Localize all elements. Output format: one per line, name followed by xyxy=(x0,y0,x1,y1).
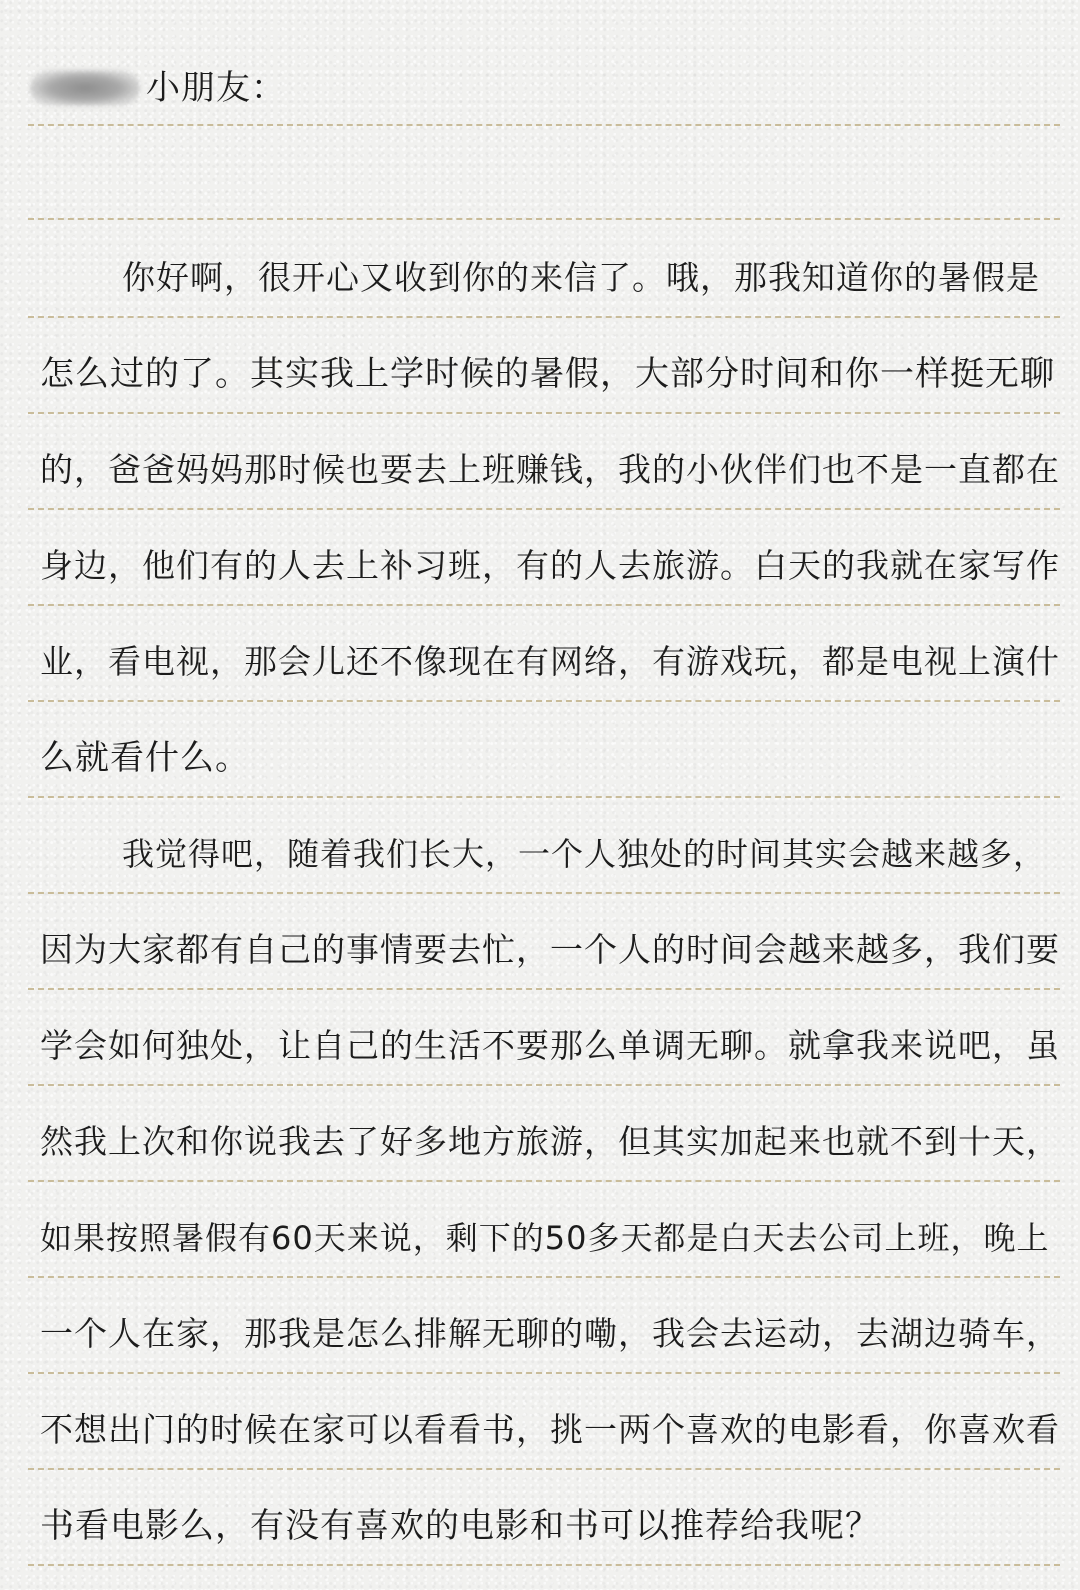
ruled-line xyxy=(28,412,1060,414)
ruled-line xyxy=(28,1468,1060,1470)
letter-line: 然我上次和你说我去了好多地方旅游，但其实加起来也就不到十天， xyxy=(40,1122,1060,1161)
salutation xyxy=(30,66,286,110)
letter-line: 么就看什么。 xyxy=(40,738,250,778)
letter-line: 身边，他们有的人去上补习班，有的人去旅游。白天的我就在家写作 xyxy=(40,546,1060,585)
letter-line: 学会如何独处，让自己的生活不要那么单调无聊。就拿我来说吧，虽 xyxy=(40,1026,1060,1065)
letter-line: 一个人在家，那我是怎么排解无聊的嘞，我会去运动，去湖边骑车， xyxy=(40,1314,1060,1353)
redacted-name xyxy=(30,70,140,106)
letter-line: 不想出门的时候在家可以看看书，挑一两个喜欢的电影看，你喜欢看 xyxy=(40,1410,1060,1449)
ruled-line xyxy=(28,988,1060,990)
letter-line: 你好啊，很开心又收到你的来信了。哦，那我知道你的暑假是 xyxy=(122,258,1040,297)
letter-line: 书看电影么，有没有喜欢的电影和书可以推荐给我呢？ xyxy=(40,1506,880,1546)
ruled-line xyxy=(28,218,1060,220)
ruled-line xyxy=(28,1180,1060,1182)
ruled-line xyxy=(28,796,1060,798)
ruled-line xyxy=(28,1276,1060,1278)
ruled-line xyxy=(28,508,1060,510)
letter-line: 怎么过的了。其实我上学时候的暑假，大部分时间和你一样挺无聊 xyxy=(40,354,1055,394)
ruled-line xyxy=(28,700,1060,702)
ruled-line xyxy=(28,892,1060,894)
ruled-line xyxy=(28,316,1060,318)
ruled-line xyxy=(28,1084,1060,1086)
ruled-line xyxy=(28,124,1060,126)
ruled-line xyxy=(28,1564,1060,1566)
letter-line: 因为大家都有自己的事情要去忙，一个人的时间会越来越多，我们要 xyxy=(40,930,1060,969)
letter-line: 的，爸爸妈妈那时候也要去上班赚钱，我的小伙伴们也不是一直都在 xyxy=(40,450,1060,489)
letter-line: 业，看电视，那会儿还不像现在有网络，有游戏玩，都是电视上演什 xyxy=(40,642,1060,681)
letter-line: 如果按照暑假有60天来说，剩下的50多天都是白天去公司上班，晚上 xyxy=(40,1219,1050,1257)
ruled-line xyxy=(28,1372,1060,1374)
salutation-text: 小朋友： xyxy=(146,68,286,108)
ruled-line xyxy=(28,604,1060,606)
letter-line: 我觉得吧，随着我们长大，一个人独处的时间其实会越来越多， xyxy=(122,835,1047,873)
